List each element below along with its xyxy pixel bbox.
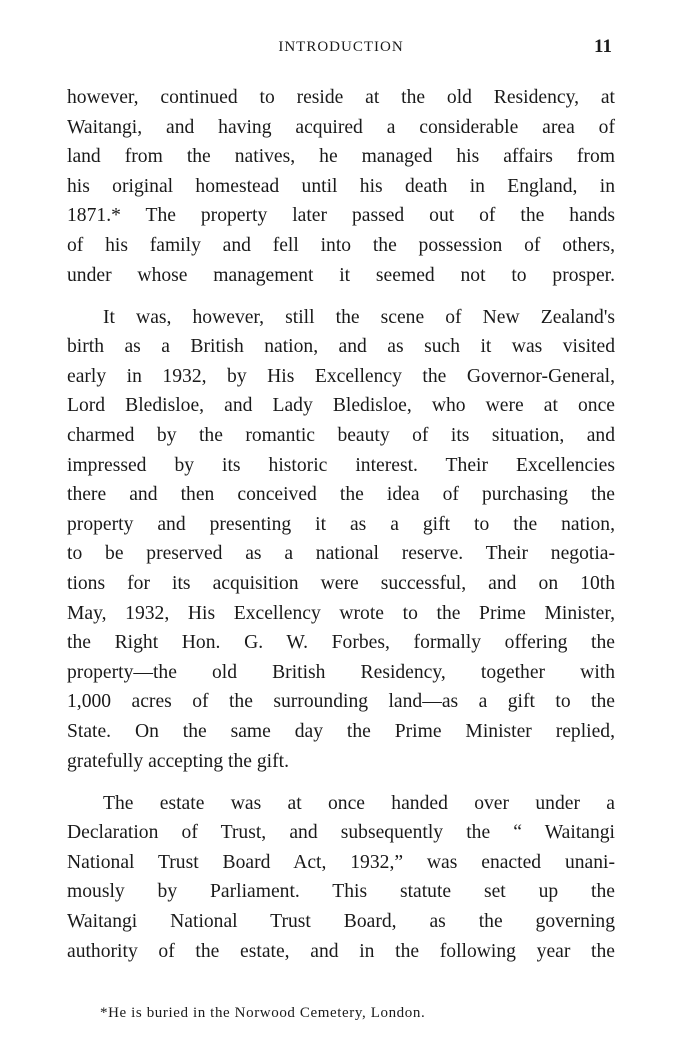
text-line: under whose management it seemed not to prosper. — [67, 264, 615, 286]
text-line: State. On the same day the Prime Minister replied, — [67, 720, 615, 742]
text-line: 1871.* The property later passed out of the hands — [67, 205, 615, 227]
text-line: Lord Bledisloe, and Lady Bledisloe, who were at once — [67, 395, 615, 417]
running-header — [66, 36, 616, 60]
text-line: gratefully accepting the gift. — [67, 750, 289, 772]
text-line: birth as a British nation, and as such it was visited — [67, 336, 615, 358]
chapter-title: INTRODUCTION — [278, 39, 404, 55]
paragraph-1 — [67, 83, 615, 290]
text-line: there and then conceived the idea of purchasing the — [67, 484, 615, 506]
text-line: The estate was at once handed over under a — [103, 792, 615, 814]
text-line: Declaration of Trust, and subsequently the “ Waitangi — [67, 822, 615, 844]
text-line: land from the natives, he managed his affairs from — [67, 146, 615, 168]
text-line: his original homestead until his death in England, in — [67, 175, 615, 197]
text-line: May, 1932, His Excellency wrote to the Prime Minister, — [67, 602, 615, 624]
text-line: It was, however, still the scene of New Zealand's — [103, 306, 615, 328]
page-number: 11 — [594, 36, 612, 57]
text-line: 1,000 acres of the surrounding land—as a gift to the — [67, 691, 615, 713]
footnote: *He is buried in the Norwood Cemetery, London. — [100, 1005, 426, 1021]
text-line: mously by Parliament. This statute set up the — [67, 881, 615, 903]
text-line: impressed by its historic interest. Their Excellencies — [67, 454, 615, 476]
paragraph-2 — [67, 303, 615, 777]
paragraph-3 — [67, 789, 615, 967]
text-line: charmed by the romantic beauty of its situation, and — [67, 425, 615, 447]
text-line: of his family and fell into the possession of others, — [67, 234, 615, 256]
text-line: early in 1932, by His Excellency the Governor-General, — [67, 365, 615, 387]
text-line: property—the old British Residency, together with — [67, 661, 615, 683]
text-line: the Right Hon. G. W. Forbes, formally offering the — [67, 632, 615, 654]
text-line: authority of the estate, and in the following year the — [67, 940, 615, 962]
body-text — [67, 83, 615, 966]
text-line: however, continued to reside at the old Residency, at — [67, 87, 615, 108]
text-line: National Trust Board Act, 1932,” was enacted unani- — [67, 851, 615, 873]
text-line: Waitangi, and having acquired a considerable area of — [67, 116, 615, 138]
text-line: Waitangi National Trust Board, as the governing — [67, 911, 615, 933]
text-line: tions for its acquisition were successful, and on 10th — [67, 573, 615, 594]
text-line: property and presenting it as a gift to the nation, — [67, 513, 615, 535]
text-line: to be preserved as a national reserve. Their negotia- — [67, 543, 615, 565]
